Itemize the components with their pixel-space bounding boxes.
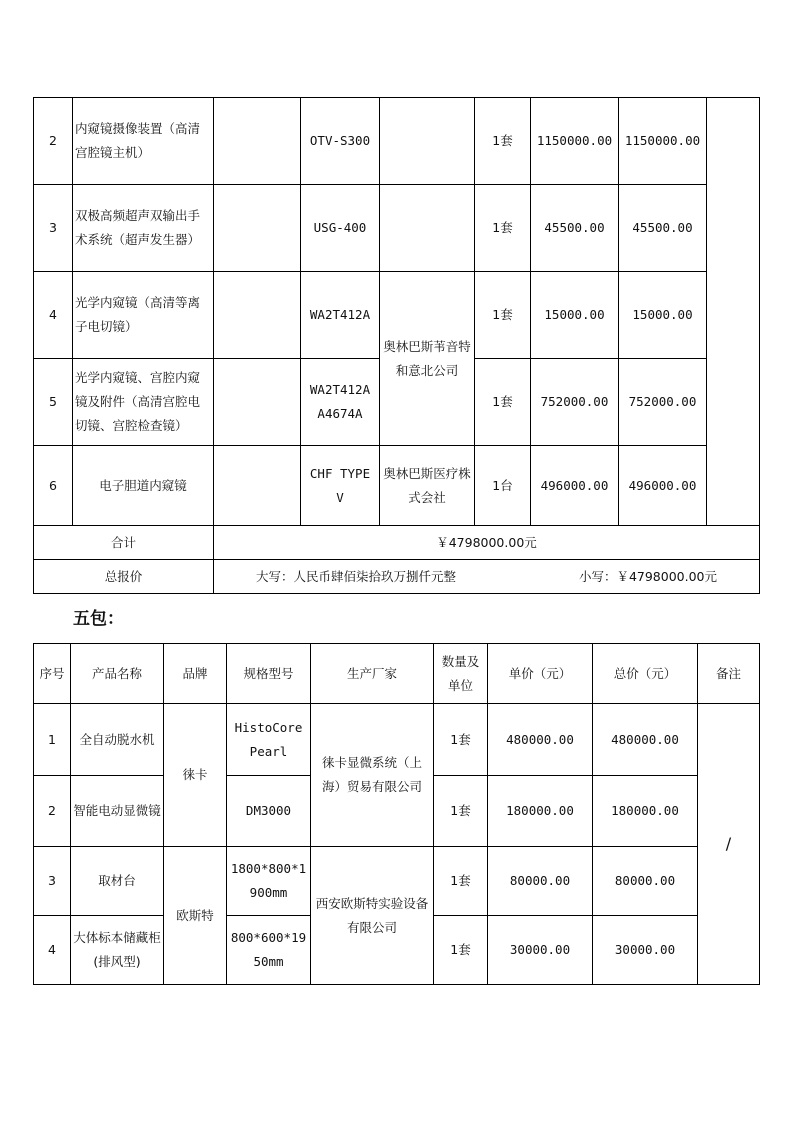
maker-cell: 徕卡显微系统（上海）贸易有限公司: [311, 704, 434, 847]
unit-price-cell: 30000.00: [488, 916, 593, 985]
total-price-cell: 30000.00: [593, 916, 698, 985]
product-name: 双极高频超声双输出手术系统（超声发生器）: [73, 185, 214, 272]
table-row: [34, 704, 760, 776]
brand-cell: 欧斯特: [164, 847, 227, 985]
unit-price-cell: 752000.00: [531, 359, 619, 446]
model-cell: WA2T412A: [301, 272, 380, 359]
header-cell: 序号: [34, 644, 71, 704]
product-name: 取材台: [71, 847, 164, 916]
qty-cell: 1套: [434, 847, 488, 916]
brand-cell: [214, 359, 301, 446]
row-number: 4: [34, 916, 71, 985]
total-price-cell: 15000.00: [619, 272, 707, 359]
total-price-cell: 180000.00: [593, 776, 698, 847]
model-cell: CHF TYPE V: [301, 446, 380, 526]
qty-cell: 1套: [475, 185, 531, 272]
product-name: 全自动脱水机: [71, 704, 164, 776]
qty-cell: 1套: [434, 776, 488, 847]
qty-cell: 1台: [475, 446, 531, 526]
qty-cell: 1套: [434, 916, 488, 985]
amount-in-words: 大写：人民币肆佰柒拾玖万捌仟元整: [256, 568, 457, 584]
remark-cell: /: [698, 704, 760, 985]
table-header-row: [34, 644, 760, 704]
remark-cell: [707, 98, 760, 526]
header-cell: 规格型号: [227, 644, 311, 704]
qty-cell: 1套: [475, 359, 531, 446]
table-row: [34, 272, 760, 359]
table-row: [34, 446, 760, 526]
unit-price-cell: 496000.00: [531, 446, 619, 526]
product-name: 电子胆道内窥镜: [73, 446, 214, 526]
package-five-table: [33, 643, 760, 985]
row-number: 3: [34, 185, 73, 272]
total-price-cell: 80000.00: [593, 847, 698, 916]
unit-price-cell: 15000.00: [531, 272, 619, 359]
quote-table-continued: [33, 97, 760, 594]
model-cell: 1800*800*1900mm: [227, 847, 311, 916]
brand-cell: [214, 185, 301, 272]
model-cell: WA2T412A A4674A: [301, 359, 380, 446]
subtotal-label: 合计: [34, 526, 214, 560]
qty-cell: 1套: [434, 704, 488, 776]
subtotal-value: ￥4798000.00元: [214, 526, 760, 560]
header-cell: 产品名称: [71, 644, 164, 704]
row-number: 4: [34, 272, 73, 359]
qty-cell: 1套: [475, 98, 531, 185]
row-number: 5: [34, 359, 73, 446]
maker-cell: [380, 98, 475, 185]
amount-in-figures: 小写：￥4798000.00元: [578, 568, 717, 584]
model-cell: 800*600*1950mm: [227, 916, 311, 985]
maker-cell: 奥林巴斯苇音特和意北公司: [380, 272, 475, 446]
total-price-cell: 480000.00: [593, 704, 698, 776]
qty-cell: 1套: [475, 272, 531, 359]
table-row: [34, 185, 760, 272]
row-number: 2: [34, 98, 73, 185]
table-row: [34, 98, 760, 185]
header-cell: 数量及单位: [434, 644, 488, 704]
section-heading: 五包：: [73, 609, 124, 629]
row-number: 6: [34, 446, 73, 526]
total-price-cell: 45500.00: [619, 185, 707, 272]
unit-price-cell: 180000.00: [488, 776, 593, 847]
total-quote-row: [34, 560, 760, 594]
unit-price-cell: 480000.00: [488, 704, 593, 776]
brand-cell: [214, 272, 301, 359]
subtotal-row: [34, 526, 760, 560]
brand-cell: [214, 446, 301, 526]
brand-cell: [214, 98, 301, 185]
total-quote-label: 总报价: [34, 560, 214, 594]
model-cell: DM3000: [227, 776, 311, 847]
total-price-cell: 1150000.00: [619, 98, 707, 185]
product-name: 智能电动显微镜: [71, 776, 164, 847]
unit-price-cell: 80000.00: [488, 847, 593, 916]
product-name: 内窥镜摄像装置（高清宫腔镜主机）: [73, 98, 214, 185]
model-cell: HistoCore Pearl: [227, 704, 311, 776]
table-row: [34, 847, 760, 916]
unit-price-cell: 1150000.00: [531, 98, 619, 185]
product-name: 大体标本储藏柜(排风型): [71, 916, 164, 985]
header-cell: 单价（元）: [488, 644, 593, 704]
unit-price-cell: 45500.00: [531, 185, 619, 272]
header-cell: 总价（元）: [593, 644, 698, 704]
header-cell: 备注: [698, 644, 760, 704]
row-number: 2: [34, 776, 71, 847]
product-name: 光学内窥镜（高清等离子电切镜）: [73, 272, 214, 359]
maker-cell: 西安欧斯特实验设备有限公司: [311, 847, 434, 985]
total-price-cell: 496000.00: [619, 446, 707, 526]
maker-cell: [380, 185, 475, 272]
brand-cell: 徕卡: [164, 704, 227, 847]
total-price-cell: 752000.00: [619, 359, 707, 446]
total-quote-value: [214, 560, 760, 594]
maker-cell: 奥林巴斯医疗株式会社: [380, 446, 475, 526]
row-number: 3: [34, 847, 71, 916]
model-cell: OTV-S300: [301, 98, 380, 185]
model-cell: USG-400: [301, 185, 380, 272]
product-name: 光学内窥镜、宫腔内窥镜及附件（高清宫腔电切镜、宫腔检查镜）: [73, 359, 214, 446]
row-number: 1: [34, 704, 71, 776]
header-cell: 生产厂家: [311, 644, 434, 704]
header-cell: 品牌: [164, 644, 227, 704]
